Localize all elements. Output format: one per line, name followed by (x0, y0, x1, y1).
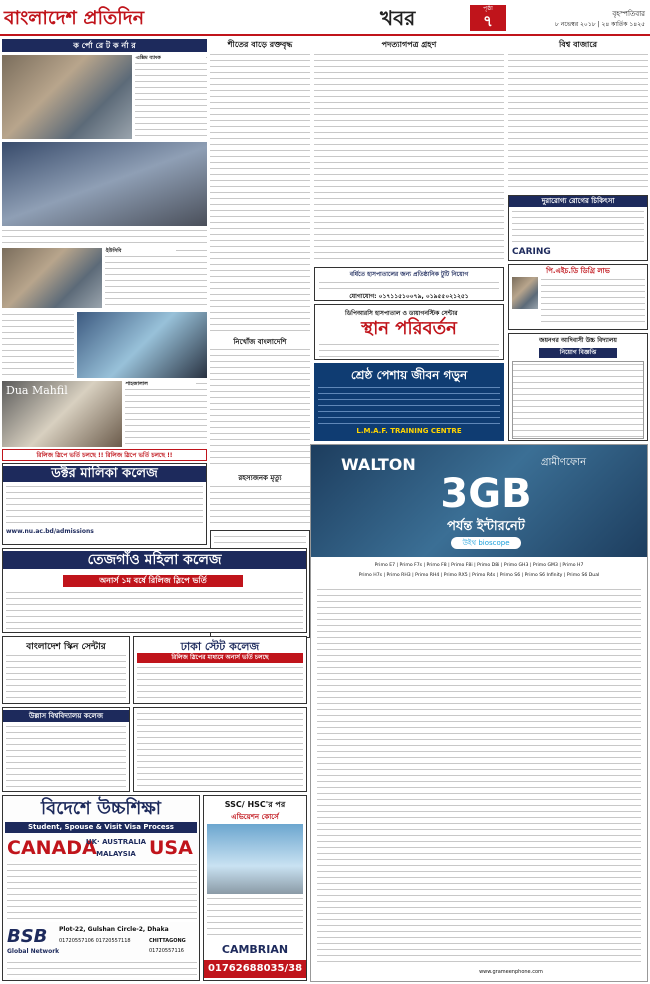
classified-notice-ad (133, 707, 307, 792)
career-ad-center: L.M.A.F. TRAINING CENTRE (356, 427, 462, 435)
headline-main[interactable]: পদত্যাগপত্র গ্রহণ (381, 40, 437, 49)
corporate-photo-1 (2, 55, 132, 139)
phd-ad-headline: পি.এইচ.ডি ডিগ্রি লাভ (546, 267, 610, 275)
bsb-logo: BSB (7, 926, 48, 947)
recruit-headline: নিয়োগ বিজ্ঞপ্তি (539, 348, 617, 358)
corporate-photo-2 (2, 142, 207, 226)
page-number-box (470, 5, 506, 31)
gp-bioscope: উইথ bioscope (451, 537, 521, 549)
malika-college-ad (2, 463, 207, 545)
dua-mahfil-label: Dua Mahfil (6, 384, 68, 397)
date-line-1: বৃহস্পতিবার (612, 10, 645, 18)
hospital-ad-headline: বর্ধিতে হাসপাতালের জন্য প্রতিষ্ঠানিক টুটি নিয়োগ (349, 271, 469, 278)
treatment-ad (508, 195, 648, 261)
caring-label: CARING (512, 247, 551, 257)
hospital-ad (314, 267, 504, 301)
tejgaon-college-body (6, 590, 303, 630)
page-number: ৭ (483, 12, 493, 30)
corporate-caption-5 (125, 381, 207, 447)
headline-missing[interactable]: নিখোঁজ বাংলাদেশি (233, 338, 287, 346)
gp-models-line-1: Primo E7 | Primo F7s | Primo F8 | Primo F8i | Primo D8i | Primo GH3 | Primo GM3 | Primo H7 (374, 563, 584, 568)
bsb-global: Global Network (7, 948, 60, 955)
article-body-1 (210, 52, 310, 334)
classified-notice-body (137, 711, 303, 789)
relocation-ad-headline: স্থান পরিবর্তন (361, 318, 457, 339)
gp-offer-text: পর্যন্ত ইন্টারনেট (447, 519, 525, 534)
headline-dengue[interactable]: শীতের বাড়ে রক্তবৃদ্ধ (227, 40, 293, 49)
corporate-photo-4 (77, 312, 207, 378)
treatment-ad-headline: দুরারোগ্য রোগের চিকিৎসা (509, 196, 647, 207)
bsb-phone[interactable]: 01720557106 01720557118 (59, 938, 131, 944)
gp-offer-amount: 3GB (440, 471, 532, 517)
article-body-4 (210, 347, 310, 469)
bsb-footer (7, 960, 197, 978)
corporate-corner-banner: ক র্পো রে ট ক র্না র (2, 39, 207, 52)
walton-logo: WALTON (341, 455, 416, 474)
gp-models-line-2: Primo H7s | Primo RH3 | Primo RH4 | Primo RX5 | Primo R4s | Primo S6 | Primo S6 Infinity | Primo S6 Dual (358, 573, 600, 578)
article-body-2 (314, 52, 504, 264)
dhaka-state-college-sub: রিলিজ স্লিপের মাধ্যমে অনার্স ভর্তি চলছে (137, 653, 303, 663)
tejgaon-college-name: তেজগাঁও মহিলা কলেজ (3, 551, 306, 569)
phd-ad (508, 264, 648, 330)
masthead (0, 0, 650, 36)
study-abroad-body (7, 862, 197, 922)
gp-walton-ad (310, 444, 648, 982)
recruit-body (512, 361, 644, 439)
career-ad-headline: শ্রেষ্ঠ পেশায় জীবন গড়ুন (350, 368, 468, 382)
relocation-ad-sub: ডিপিআরসি হাসপাতাল ও ডায়াগনস্টিক সেন্টার (345, 310, 458, 317)
bsb-address: Plot-22, Gulshan Circle-2, Dhaka (59, 926, 169, 933)
hospital-ad-phone: যোগাযোগ: ০১৭১১৫১০০৭৯, ০১৯৫৫০২১২৫১ (349, 293, 469, 300)
corporate-caption-4 (2, 312, 74, 378)
study-abroad-headline: বিদেশে উচ্চশিক্ষা (40, 798, 162, 819)
gp-logo: গ্রামীণফোন (541, 457, 587, 468)
release-slip-strip: রিলিজ স্লিপে ভর্তি চলছে !! রিলিজ স্লিপে ভর্তি চলছে !! (2, 449, 207, 461)
article-body-5 (210, 484, 310, 528)
study-abroad-ad (2, 795, 200, 981)
corporate-caption-2 (2, 228, 207, 246)
relocation-ad (314, 304, 504, 360)
chittagong-phone[interactable]: 01720557116 (149, 948, 184, 954)
corporate-caption-1 (135, 55, 207, 139)
study-abroad-visa: Student, Spouse & Visit Visa Process (5, 822, 197, 833)
gp-terms (317, 587, 641, 967)
dhaka-state-college-body (137, 665, 303, 701)
uk-australia-label: UK· AUSTRALIA MALAYSIA (85, 838, 147, 858)
hospital-ad-body (319, 280, 499, 290)
ullash-college-name: উল্লাস বিশ্ববিদ্যালয় কলেজ (3, 710, 129, 722)
cambrian-logo: CAMBRIAN (221, 943, 289, 956)
ullash-college-ad (2, 707, 130, 792)
article-body-3 (508, 52, 648, 192)
caption-label-5: শাহজালাল (126, 381, 196, 388)
skin-center-name: বাংলাদেশ স্কিন সেন্টার (26, 642, 106, 652)
gp-website[interactable]: www.grameenphone.com (479, 969, 543, 975)
corporate-photo-3 (2, 248, 102, 308)
tejgaon-college-sub: অনার্স ১ম বর্ষে রিলিজ স্লিপে ভর্তি (63, 575, 243, 587)
skin-center-body (6, 653, 126, 701)
phd-ad-body (541, 277, 645, 327)
newspaper-logo[interactable]: বাংলাদেশ প্রতিদিন (4, 7, 145, 29)
malika-college-name: ডক্টর মালিকা কলেজ (3, 466, 206, 482)
canada-label: CANADA (7, 837, 97, 859)
aviation-body (207, 896, 303, 940)
caption-label-1: এক্সিম ব্যাংক (136, 55, 206, 62)
headline-world[interactable]: বিশ্ব বাজারে (559, 40, 597, 49)
skin-center-ad (2, 636, 130, 704)
caption-label-3: ইউসিবি (106, 248, 176, 255)
headline-mystery[interactable]: রহস্যজনক মৃত্যু (238, 474, 282, 482)
malika-college-body (6, 484, 203, 526)
gp-hero (311, 445, 647, 557)
aviation-ad (203, 795, 307, 981)
aviation-photo (207, 824, 303, 894)
school-recruit-ad (508, 333, 648, 441)
relocation-ad-body (319, 342, 499, 358)
phd-portrait (512, 277, 538, 309)
cambrian-phone[interactable]: 01762688035/38 (204, 960, 306, 978)
section-title: খবর (380, 6, 416, 30)
date-line-2: ৮ নভেম্বর ২০১৮ | ২৪ কার্তিক ১৪২৫ (555, 21, 645, 28)
aviation-headline: SSC/ HSC'র পর (224, 800, 286, 809)
chittagong-label: CHITTAGONG (149, 938, 186, 944)
ullash-college-body (6, 724, 126, 790)
corporate-caption-3 (105, 248, 207, 308)
career-ad-body (318, 385, 500, 425)
aviation-sub: এভিয়েশন কোর্সে (231, 813, 279, 821)
dhaka-state-college-ad (133, 636, 307, 704)
tejgaon-college-ad (2, 548, 307, 633)
page-label: পৃষ্ঠা (483, 5, 493, 12)
school-name: জয়নগর আদিবাসী উচ্চ বিদ্যালয় (539, 337, 617, 344)
treatment-ad-body (512, 209, 644, 245)
malika-college-web[interactable]: www.nu.ac.bd/admissions (6, 528, 94, 535)
dhaka-state-college-name: ঢাকা স্টেট কলেজ (180, 640, 260, 653)
usa-label: USA (149, 837, 193, 859)
career-ad (314, 363, 504, 441)
